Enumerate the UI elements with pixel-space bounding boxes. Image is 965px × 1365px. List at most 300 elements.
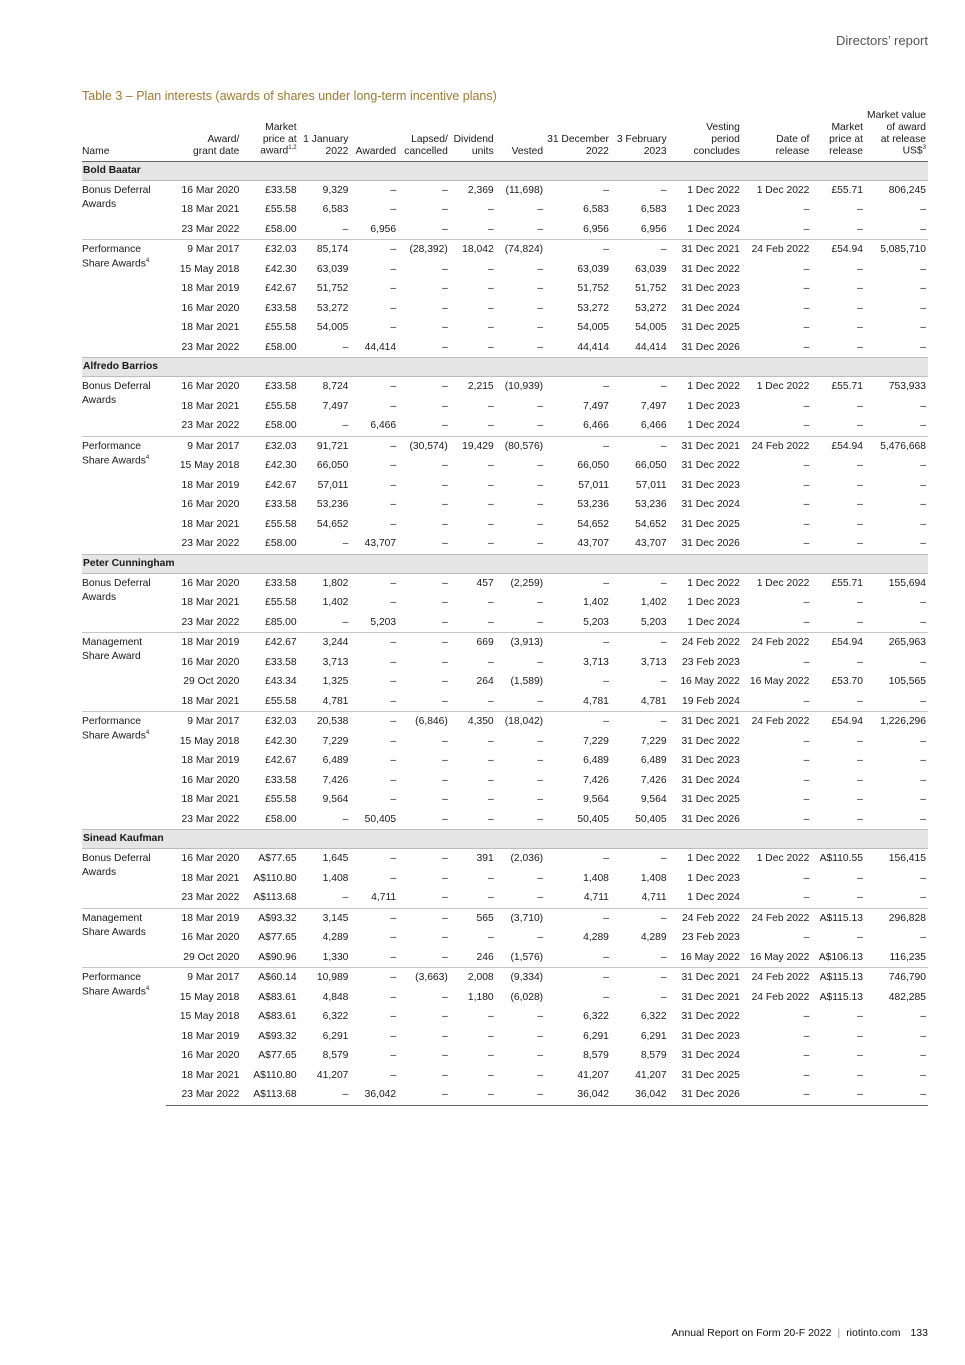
table-cell: – — [537, 479, 544, 491]
table-cell: – — [442, 420, 448, 432]
table-cell: 31 Dec 2023 — [681, 755, 740, 767]
table-cell: (10,939) — [504, 381, 544, 393]
table-cell: 16 Mar 2020 — [181, 932, 240, 944]
plan-name — [82, 908, 166, 968]
table-cell: – — [390, 794, 397, 806]
table-cell: £54.94 — [811, 240, 865, 260]
table-cell: – — [442, 813, 448, 825]
table-cell: – — [537, 616, 544, 628]
table-cell: 1,408 — [583, 872, 609, 884]
table-cell: 16 Mar 2020 — [181, 577, 240, 589]
table-cell: £55.58 — [265, 204, 297, 216]
table-cell: – — [487, 695, 494, 707]
table-cell: 29 Oct 2020 — [183, 951, 240, 963]
table-cell: – — [857, 892, 863, 904]
table-cell: 1 Dec 2022 — [756, 577, 810, 589]
table-cell: 8,579 — [322, 1050, 349, 1062]
table-cell: – — [390, 755, 397, 767]
table-cell: 36,042 — [545, 1085, 611, 1105]
table-cell: – — [442, 794, 448, 806]
table-cell: 18 Mar 2019 — [181, 1030, 240, 1042]
table-cell: – — [487, 263, 494, 275]
table-cell: – — [537, 538, 544, 550]
table-cell: – — [442, 695, 448, 707]
table-cell: – — [390, 263, 397, 275]
table-cell: – — [660, 184, 667, 196]
table-cell: (6,846) — [398, 712, 450, 732]
table-cell: – — [920, 479, 926, 491]
table-cell: – — [496, 1085, 545, 1105]
table-cell: – — [487, 518, 494, 530]
table-cell: – — [442, 1069, 448, 1081]
table-cell: – — [920, 400, 926, 412]
table-cell: – — [603, 184, 609, 196]
table-cell: 29 Oct 2020 — [183, 676, 240, 688]
column-header-text: cancelled — [404, 145, 448, 157]
table-cell: – — [537, 892, 544, 904]
table-cell: 18 Mar 2019 — [166, 633, 241, 653]
table-cell: – — [803, 400, 810, 412]
plan-name-text: Bonus Deferral Awards — [82, 577, 151, 603]
table-cell: 9,329 — [322, 184, 349, 196]
table-cell: – — [920, 735, 926, 747]
table-cell: 6,291 — [322, 1030, 349, 1042]
table-cell: 31 Dec 2022 — [681, 460, 740, 472]
table-cell: (1,576) — [510, 951, 544, 963]
table-cell: 7,229 — [640, 735, 667, 747]
table-cell: – — [603, 577, 609, 589]
table-cell: 41,207 — [635, 1069, 667, 1081]
table-row — [82, 220, 928, 240]
table-cell: – — [487, 1050, 494, 1062]
table-cell: – — [857, 302, 863, 314]
table-cell: – — [442, 538, 448, 550]
table-cell: A$110.55 — [819, 853, 863, 865]
table-cell: – — [857, 813, 863, 825]
table-cell: 16 Mar 2020 — [181, 381, 240, 393]
table-cell: – — [537, 499, 544, 511]
column-header-text: Vesting — [706, 122, 740, 134]
table-cell: 24 Feb 2022 — [742, 908, 812, 928]
table-cell: 1,226,296 — [865, 712, 928, 732]
table-cell: – — [442, 341, 448, 353]
table-cell: – — [857, 479, 863, 491]
table-cell: 16 Mar 2020 — [181, 853, 240, 865]
table-cell: 6,489 — [583, 755, 609, 767]
table-cell: £42.30 — [265, 735, 297, 747]
person-name: Alfredo Barrios — [82, 358, 928, 377]
column-header-text: Market value — [867, 110, 926, 121]
table-cell: 57,011 — [317, 479, 349, 491]
column-header — [865, 110, 928, 161]
person-name: Bold Baatar — [82, 161, 928, 180]
table-cell: 1,402 — [640, 597, 667, 609]
table-cell: 1,325 — [322, 676, 349, 688]
table-cell: – — [487, 420, 494, 432]
table-cell: – — [342, 420, 349, 432]
table-cell: 24 Feb 2022 — [742, 436, 812, 456]
table-cell: 1 Dec 2024 — [687, 420, 740, 432]
table-row — [82, 732, 928, 752]
table-cell: – — [537, 283, 544, 295]
table-cell: – — [920, 616, 926, 628]
column-header-text: 2022 — [325, 145, 349, 157]
plan-name-text: Bonus Deferral Awards — [82, 853, 151, 879]
table-cell: – — [660, 577, 667, 589]
table-cell: 18 Mar 2019 — [181, 479, 240, 491]
column-header-text: release — [829, 145, 863, 157]
table-cell: 24 Feb 2022 — [742, 633, 812, 653]
table-cell: A$110.80 — [253, 1069, 297, 1081]
table-cell: (80,576) — [496, 436, 545, 456]
table-cell: 31 Dec 2026 — [681, 813, 740, 825]
column-header-text: at release — [880, 133, 926, 145]
table-cell: – — [803, 499, 810, 511]
table-row — [82, 180, 928, 200]
table-cell: 66,050 — [577, 460, 609, 472]
table-cell: – — [390, 932, 397, 944]
table-cell: 2,369 — [467, 184, 494, 196]
table-cell: £58.00 — [265, 813, 297, 825]
table-cell: – — [537, 1050, 544, 1062]
table-cell: – — [537, 656, 544, 668]
table-cell: – — [857, 460, 863, 472]
table-cell: – — [545, 968, 611, 988]
table-cell: 565 — [450, 908, 496, 928]
table-header — [82, 110, 928, 161]
table-cell: – — [920, 518, 926, 530]
table-cell: 57,011 — [635, 479, 667, 491]
table-cell: 5,203 — [583, 616, 609, 628]
table-cell: 31 Dec 2026 — [669, 1085, 742, 1105]
table-cell: – — [487, 755, 494, 767]
table-cell: 18 Mar 2021 — [181, 400, 240, 412]
table-cell: – — [390, 853, 397, 865]
table-cell: – — [803, 813, 810, 825]
table-cell: – — [537, 204, 544, 216]
site-link[interactable]: riotinto.com — [846, 1327, 901, 1339]
table-cell: – — [803, 223, 810, 235]
table-cell: – — [487, 735, 494, 747]
table-cell: – — [803, 283, 810, 295]
table-cell: £55.58 — [265, 695, 297, 707]
table-cell: – — [442, 991, 448, 1003]
column-header-text: grant date — [193, 145, 240, 157]
footnote-ref: 4 — [145, 730, 150, 737]
table-cell: – — [442, 951, 448, 963]
table-cell: – — [390, 1050, 397, 1062]
table-cell: 54,005 — [635, 322, 667, 334]
table-cell: – — [920, 656, 926, 668]
table-cell: 16 May 2022 — [680, 676, 740, 688]
table-cell: – — [398, 1085, 450, 1105]
table-cell: – — [442, 892, 448, 904]
table-cell: – — [487, 616, 494, 628]
table-cell: 18 Mar 2021 — [181, 597, 240, 609]
table-cell: – — [487, 656, 494, 668]
table-cell: – — [803, 872, 810, 884]
table-cell: 6,291 — [640, 1030, 667, 1042]
table-cell: 105,565 — [888, 676, 926, 688]
table-cell: 669 — [450, 633, 496, 653]
table-cell: (6,028) — [510, 991, 544, 1003]
table-cell: 23 Feb 2023 — [682, 932, 740, 944]
table-row — [82, 416, 928, 436]
table-cell: – — [537, 695, 544, 707]
table-cell: 18 Mar 2021 — [181, 695, 240, 707]
table-cell: – — [603, 991, 609, 1003]
table-cell: 44,414 — [635, 341, 667, 353]
table-cell: – — [803, 341, 810, 353]
column-header-text: price at — [829, 134, 863, 146]
column-header-text: 3 February — [616, 134, 667, 146]
column-header — [299, 110, 351, 161]
table-cell: A$110.80 — [253, 872, 297, 884]
table-row — [82, 751, 928, 771]
table-cell: 6,489 — [322, 755, 349, 767]
page-number: 133 — [910, 1327, 928, 1339]
table-cell: 7,426 — [322, 774, 349, 786]
table-cell: £32.03 — [241, 240, 298, 260]
table-cell: 63,039 — [635, 263, 667, 275]
table-cell: 753,933 — [888, 381, 926, 393]
table-cell: £42.67 — [265, 755, 297, 767]
table-cell: – — [537, 341, 544, 353]
table-cell: A$115.13 — [811, 908, 865, 928]
table-cell: – — [857, 1050, 863, 1062]
table-cell: – — [342, 341, 349, 353]
table-cell: – — [537, 813, 544, 825]
table-cell: – — [390, 735, 397, 747]
table-cell: 31 Dec 2025 — [681, 322, 740, 334]
table-cell: 31 Dec 2022 — [681, 263, 740, 275]
table-cell: 18 Mar 2021 — [181, 794, 240, 806]
table-cell: 2,215 — [467, 381, 494, 393]
table-cell: £53.70 — [831, 676, 863, 688]
table-cell: 31 Dec 2024 — [681, 1050, 740, 1062]
table-cell: – — [920, 695, 926, 707]
table-cell: £33.58 — [265, 184, 297, 196]
table-cell: A$115.13 — [819, 991, 863, 1003]
table-cell: – — [920, 263, 926, 275]
table-cell: 23 Feb 2023 — [682, 656, 740, 668]
table-cell: – — [537, 735, 544, 747]
table-cell: 57,011 — [578, 479, 609, 491]
table-cell: – — [920, 322, 926, 334]
table-cell: – — [450, 1085, 496, 1105]
table-cell: – — [545, 436, 611, 456]
plan-name-text: Performance Share Awards — [82, 440, 146, 467]
table-cell: 6,322 — [583, 1011, 609, 1023]
table-cell: – — [857, 263, 863, 275]
table-cell: 482,285 — [888, 991, 926, 1003]
table-cell: – — [342, 813, 349, 825]
table-cell: 51,752 — [316, 283, 349, 295]
table-cell: 6,583 — [583, 204, 609, 216]
table-cell: – — [442, 853, 448, 865]
table-cell: – — [537, 1069, 544, 1081]
table-cell: – — [537, 322, 544, 334]
table-cell: 2,008 — [450, 968, 496, 988]
table-cell: £43.34 — [265, 676, 297, 688]
table-cell: – — [442, 322, 448, 334]
table-cell: – — [920, 774, 926, 786]
table-cell: 246 — [476, 951, 494, 963]
table-cell: – — [487, 1069, 494, 1081]
table-cell: 1 Dec 2022 — [756, 381, 810, 393]
table-cell: – — [442, 597, 448, 609]
table-cell: – — [920, 341, 926, 353]
table-cell: A$106.13 — [818, 951, 863, 963]
table-cell: – — [442, 223, 448, 235]
table-cell: – — [803, 794, 810, 806]
table-cell: – — [487, 538, 494, 550]
table-cell: 31 Dec 2023 — [681, 283, 740, 295]
table-cell: 24 Feb 2022 — [669, 633, 742, 653]
table-cell: £55.58 — [265, 400, 297, 412]
table-cell: – — [390, 381, 397, 393]
table-cell: 54,652 — [635, 518, 667, 530]
table-cell: – — [442, 1011, 448, 1023]
table-cell: – — [350, 633, 398, 653]
column-header-text: release — [775, 145, 810, 157]
table-cell: (1,589) — [510, 676, 544, 688]
table-cell: – — [545, 908, 611, 928]
column-header-text: Vested — [511, 145, 544, 157]
table-cell: 31 Dec 2025 — [681, 518, 740, 530]
table-cell: 31 Dec 2023 — [681, 479, 740, 491]
plan-name — [82, 968, 166, 1106]
table-cell: – — [342, 892, 349, 904]
table-cell: – — [487, 794, 494, 806]
table-cell: – — [350, 436, 398, 456]
table-row — [82, 810, 928, 830]
table-cell: – — [603, 951, 609, 963]
table-cell: 23 Mar 2022 — [181, 341, 240, 353]
table-cell: 9 Mar 2017 — [166, 436, 241, 456]
table-cell: – — [803, 322, 810, 334]
table-cell: – — [442, 616, 448, 628]
table-cell: – — [390, 322, 397, 334]
column-header-text: Market — [831, 122, 863, 134]
column-header-text: price at — [262, 133, 297, 145]
table-cell: 63,039 — [577, 263, 609, 275]
table-cell: 4,848 — [322, 991, 349, 1003]
table-cell: £33.58 — [265, 656, 297, 668]
table-cell: – — [390, 518, 397, 530]
table-cell: 15 May 2018 — [179, 1011, 240, 1023]
table-row — [82, 692, 928, 712]
table-cell: 18 Mar 2019 — [166, 908, 241, 928]
table-cell: 1 Dec 2024 — [687, 223, 740, 235]
table-cell: (9,334) — [496, 968, 545, 988]
table-cell: – — [603, 676, 609, 688]
table-cell: – — [342, 616, 349, 628]
table-cell: 1 Dec 2023 — [687, 597, 740, 609]
table-cell: – — [398, 633, 450, 653]
table-cell: 1 Dec 2022 — [687, 184, 740, 196]
column-header-text: units — [471, 145, 494, 157]
table-cell: 15 May 2018 — [179, 460, 240, 472]
table-row — [82, 534, 928, 554]
table-cell: 1 Dec 2022 — [687, 853, 740, 865]
table-cell: – — [857, 695, 863, 707]
column-header — [166, 110, 241, 161]
table-row — [82, 948, 928, 968]
table-cell: £58.00 — [265, 341, 297, 353]
table-cell: 6,956 — [640, 223, 667, 235]
table-row — [82, 928, 928, 948]
table-row — [82, 1046, 928, 1066]
column-header-text: Lapsed/ — [411, 134, 448, 146]
table-cell: – — [857, 794, 863, 806]
table-cell: 23 Mar 2022 — [181, 892, 240, 904]
table-cell: 4,781 — [322, 695, 349, 707]
table-cell: 18 Mar 2021 — [181, 204, 240, 216]
table-cell: – — [442, 184, 448, 196]
table-cell: A$83.61 — [258, 1011, 297, 1023]
table-cell: – — [857, 322, 863, 334]
table-cell: – — [442, 460, 448, 472]
table-cell: – — [487, 400, 494, 412]
table-cell: 156,415 — [888, 853, 926, 865]
table-cell: £85.00 — [265, 616, 297, 628]
table-cell: 91,721 — [299, 436, 351, 456]
table-cell: £55.71 — [831, 381, 863, 393]
table-cell: – — [920, 223, 926, 235]
table-row — [82, 377, 928, 397]
table-cell: 23 Mar 2022 — [181, 813, 240, 825]
table-cell: 1 Dec 2022 — [687, 381, 740, 393]
table-cell: 4,781 — [583, 695, 609, 707]
column-header — [545, 110, 611, 161]
table-cell: – — [342, 538, 349, 550]
table-cell: A$113.68 — [241, 1085, 298, 1105]
table-cell: £55.71 — [831, 184, 863, 196]
table-cell: – — [660, 853, 667, 865]
table-row — [82, 988, 928, 1008]
plan-name — [82, 712, 166, 830]
table-cell: – — [487, 223, 494, 235]
table-cell: – — [390, 656, 397, 668]
report-name: Annual Report on Form 20-F 2022 — [671, 1327, 832, 1339]
column-header-text: Award/ — [207, 134, 240, 146]
table-cell: – — [611, 240, 669, 260]
table-cell: 1 Dec 2024 — [687, 892, 740, 904]
table-cell: – — [611, 436, 669, 456]
table-cell: 6,489 — [640, 755, 667, 767]
table-cell: £55.58 — [265, 518, 297, 530]
table-cell: 116,235 — [889, 951, 926, 963]
table-cell: – — [920, 1030, 926, 1042]
table-cell: 1 Dec 2022 — [687, 577, 740, 589]
table-cell: – — [857, 538, 863, 550]
table-cell: 53,272 — [577, 302, 609, 314]
table-cell: 24 Feb 2022 — [742, 712, 812, 732]
table-cell: – — [742, 1085, 812, 1105]
table-cell: – — [803, 538, 810, 550]
table-cell: – — [803, 656, 810, 668]
table-cell: – — [442, 400, 448, 412]
plan-name-text: Bonus Deferral Awards — [82, 381, 151, 407]
table-cell: 23 Mar 2022 — [181, 616, 240, 628]
column-header-text: Dividend — [453, 134, 494, 146]
table-cell: 18 Mar 2019 — [181, 283, 240, 295]
table-cell: – — [803, 1030, 810, 1042]
plan-name — [82, 240, 166, 358]
table-cell: 10,989 — [299, 968, 351, 988]
table-cell: A$60.14 — [241, 968, 298, 988]
